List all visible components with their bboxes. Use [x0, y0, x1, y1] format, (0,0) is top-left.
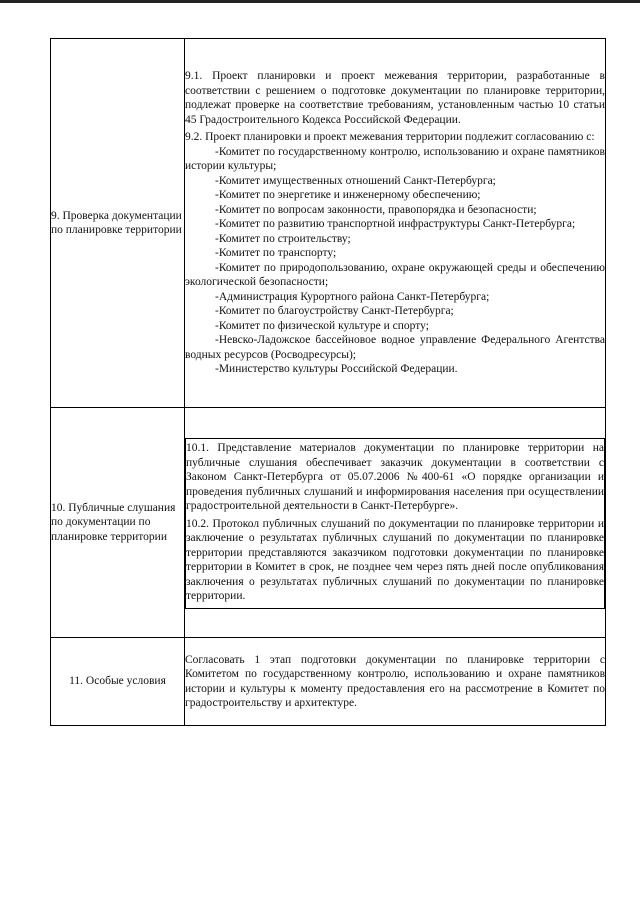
para-10-1: 10.1. Представление материалов документации по планировке территории на публичные слушания обеспечивает заказчик документации в соответствии с Законом Санкт-Петербурга от 05.07.2006 №400-61 «О порядке организации и проведения публичных слушаний и информирования населения при осуществлении градостроительной деятельности в Санкт-Петербурге».	[186, 442, 604, 513]
approval-item: -Невско-Ладожское бассейновое водное управление Федерального Агентства водных ресурсов (Росводресурсы);	[185, 334, 605, 361]
approval-item: -Комитет по природопользованию, охране окружающей среды и обеспечению экологической безопасности;	[185, 261, 605, 289]
requirements-table	[50, 38, 606, 726]
para-10-2: 10.2. Протокол публичных слушаний по документации по планировке территории и заключение о результатах публичных слушаний по документации по планировке территории представляются заказчиком подготовки документации по планировке территории в Комитет в срок, не позднее чем через пять дней после опубликования заключения о результатах публичных слушаний по документации по планировке территории.	[186, 517, 604, 603]
para-11: Согласовать 1 этап подготовки документации по планировке территории с Комитетом по государственному контролю, использованию и охране памятников истории и культуры к моменту предоставления его на рассмотрение в Комитет по градостроительству и архитектуре.	[185, 653, 605, 709]
approval-item: -Комитет по вопросам законности, правопорядка и безопасности;	[215, 203, 537, 216]
row-11-special-conditions	[51, 638, 606, 726]
row-9-label: 9. Проверка документации по планировке территории	[51, 39, 185, 408]
row-10-content	[185, 408, 606, 638]
approval-item: -Министерство культуры Российской Федерации.	[215, 363, 458, 376]
row-10-public-hearings	[51, 408, 606, 638]
row-11-content	[185, 638, 606, 726]
top-rule	[0, 0, 640, 3]
row-9-documentation-check	[51, 39, 606, 408]
approval-item: -Администрация Курортного района Санкт-Петербурга;	[215, 290, 490, 303]
para-9-2: 9.2. Проект планировки и проект межевания территории подлежит согласованию с:	[185, 131, 595, 144]
approval-item: -Комитет по строительству;	[215, 232, 351, 245]
approval-item: -Комитет по физической культуре и спорту;	[215, 319, 429, 332]
approval-item: -Комитет по развитию транспортной инфраструктуры Санкт-Петербурга;	[215, 218, 576, 231]
approval-item: -Комитет по транспорту;	[215, 247, 337, 260]
approval-item: -Комитет по благоустройству Санкт-Петербурга;	[215, 305, 454, 318]
approval-item: -Комитет по энергетике и инженерному обеспечению;	[215, 189, 481, 202]
approval-item: -Комитет по государственному контролю, использованию и охране памятников истории культуры;	[185, 145, 605, 173]
row-9-content	[185, 39, 606, 408]
para-9-1: 9.1. Проект планировки и проект межевания территории, разработанные в соответствии с решением о подготовке документации по планировке территории, подлежат проверке на соответствие требованиям, установленным частью 10 статьи 45 Градостроительного Кодекса Российской Федерации.	[185, 70, 605, 126]
row-10-inner-frame	[185, 438, 605, 609]
approval-item: -Комитет имущественных отношений Санкт-Петербурга;	[215, 174, 496, 187]
row-10-label: 10. Публичные слушания по документации по планировке территории	[51, 408, 185, 638]
row-11-label: 11. Особые условия	[51, 638, 185, 726]
